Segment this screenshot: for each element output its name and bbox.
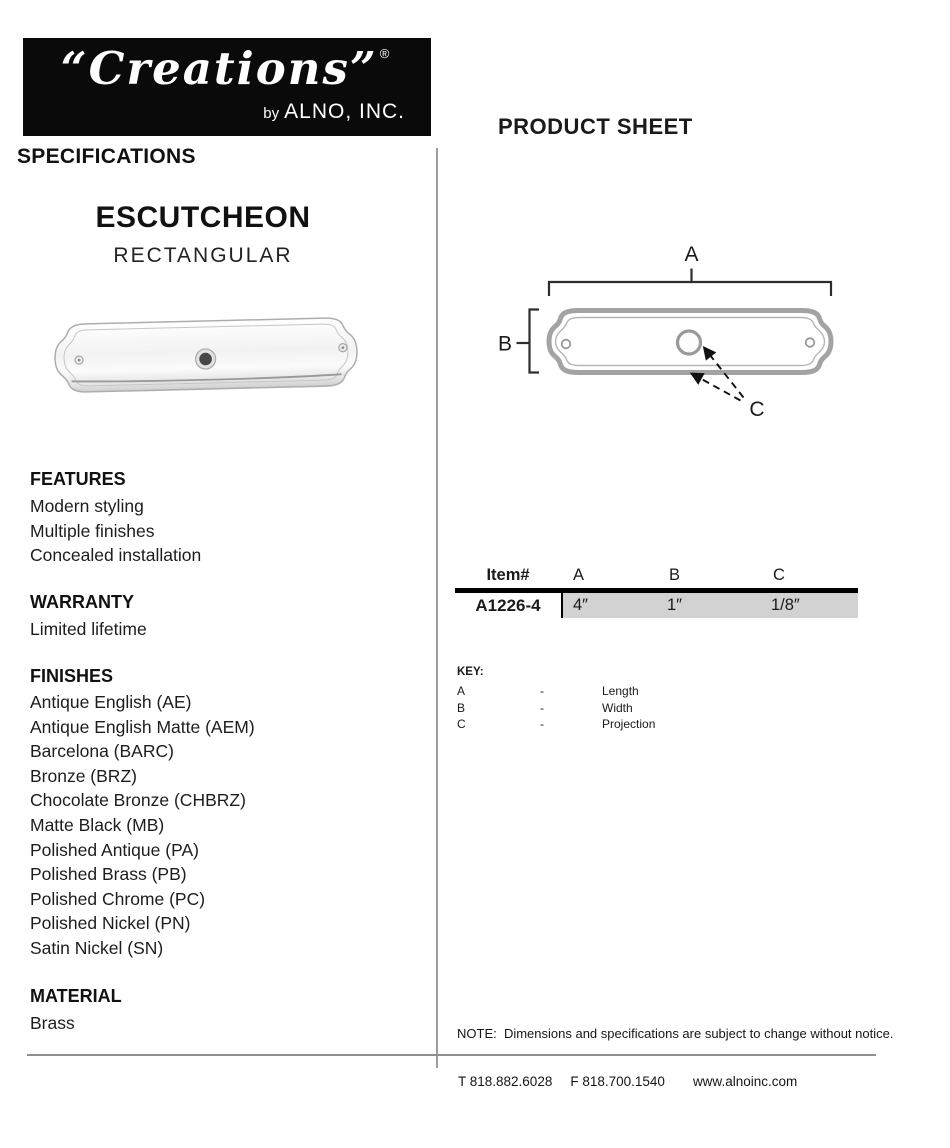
finish-item: Satin Nickel (SN) xyxy=(30,937,164,958)
finish-item: Polished Chrome (PC) xyxy=(30,888,206,909)
brand-byline xyxy=(263,100,405,124)
product-subtitle: RECTANGULAR xyxy=(113,244,293,267)
dim-c-arrow-to-edge xyxy=(692,374,741,401)
finish-item: Matte Black (MB) xyxy=(30,814,165,835)
diagram-center-hole xyxy=(678,331,701,354)
col-header-item: Item# xyxy=(486,566,530,584)
product-title: ESCUTCHEON xyxy=(95,201,311,234)
dim-a-label: A xyxy=(684,243,699,266)
feature-item: Multiple finishes xyxy=(30,520,155,541)
key-row-b xyxy=(457,700,655,717)
warranty-list xyxy=(30,617,147,642)
col-header-c: C xyxy=(773,566,785,584)
key-letter: C xyxy=(457,717,466,731)
finish-item: Chocolate Bronze (CHBRZ) xyxy=(30,790,246,811)
bottom-rule xyxy=(27,1054,876,1056)
finish-item: Polished Antique (PA) xyxy=(30,839,199,860)
specifications-heading: SPECIFICATIONS xyxy=(17,145,196,168)
key-meaning: Projection xyxy=(602,717,656,731)
feature-item: Concealed installation xyxy=(30,545,202,566)
finishes-list xyxy=(30,690,255,961)
note-text: NOTE: Dimensions and specifications are subject to change without notice. xyxy=(457,1026,894,1041)
finish-item: Antique English Matte (AEM) xyxy=(30,716,255,737)
key-meaning: Length xyxy=(602,684,639,698)
finishes-heading: FINISHES xyxy=(30,666,114,686)
registered-trademark-mark: ® xyxy=(379,46,390,61)
key-heading: KEY: xyxy=(457,666,484,678)
dim-c-label: C xyxy=(749,398,765,421)
brand-logo-script xyxy=(33,42,417,95)
dim-b-bracket xyxy=(530,310,540,373)
value-a-cell: 4″ xyxy=(561,593,657,618)
diagram-screw-hole-right xyxy=(806,338,815,347)
dimension-key xyxy=(457,666,655,733)
key-letter: B xyxy=(457,700,466,715)
key-separator: - xyxy=(540,700,544,715)
column-divider xyxy=(436,148,438,1068)
finish-item: Bronze (BRZ) xyxy=(30,765,137,786)
brand-byline-prefix: by xyxy=(263,105,280,122)
material-item: Brass xyxy=(30,1013,75,1033)
dim-b-label: B xyxy=(497,332,513,356)
features-list xyxy=(30,494,201,568)
product-photo-image xyxy=(47,312,365,398)
finish-item: Barcelona (BARC) xyxy=(30,741,174,762)
key-row-a xyxy=(457,683,655,700)
value-c-cell: 1/8″ xyxy=(761,593,858,618)
spec-table-row xyxy=(455,593,858,618)
value-b-cell: 1″ xyxy=(657,593,761,618)
key-separator: - xyxy=(540,684,544,698)
spec-table-header xyxy=(455,564,858,588)
col-header-b: B xyxy=(669,566,681,584)
item-number-cell: A1226-4 xyxy=(455,593,561,618)
key-letter: A xyxy=(457,684,466,698)
finish-item: Polished Brass (PB) xyxy=(30,864,187,885)
brand-script-text: “Creations” xyxy=(60,42,378,95)
brand-byline-company: ALNO, INC. xyxy=(284,100,405,123)
key-separator: - xyxy=(540,717,544,731)
feature-item: Modern styling xyxy=(30,496,144,516)
finish-item: Antique English (AE) xyxy=(30,692,192,712)
warranty-heading: WARRANTY xyxy=(30,592,134,612)
dimension-diagram xyxy=(480,233,880,428)
footer-fax: F 818.700.1540 xyxy=(570,1074,665,1089)
key-meaning: Width xyxy=(602,700,633,715)
features-heading: FEATURES xyxy=(30,469,126,489)
material-list xyxy=(30,1011,75,1036)
finish-item: Polished Nickel (PN) xyxy=(30,913,191,934)
footer-website: www.alnoinc.com xyxy=(692,1074,798,1089)
col-header-a: A xyxy=(573,566,585,584)
diagram-screw-hole-left xyxy=(562,340,571,349)
material-heading: MATERIAL xyxy=(30,986,122,1006)
footer-phone: T 818.882.6028 xyxy=(458,1074,553,1089)
warranty-item: Limited lifetime xyxy=(30,619,147,639)
product-sheet-heading: PRODUCT SHEET xyxy=(498,114,693,139)
spec-table xyxy=(455,564,858,618)
brand-logo xyxy=(23,38,431,136)
dim-a-bracket xyxy=(549,282,831,296)
footer xyxy=(458,1074,797,1089)
key-row-c xyxy=(457,716,655,733)
